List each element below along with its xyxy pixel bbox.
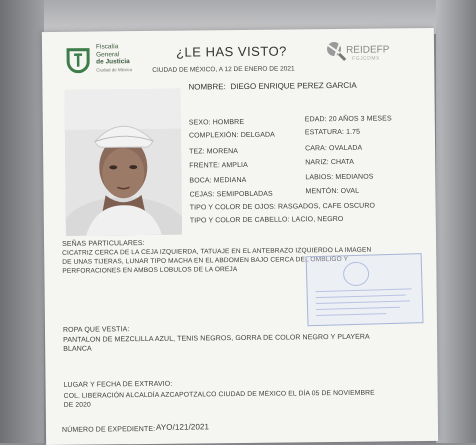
stamp-seal-icon	[343, 262, 370, 287]
marks-line-1: CICATRIZ CERCA DE LA CEJA IZQUIERDA, TATUAJE EN EL ANTEBRAZO IZQUIERDO LA IMAGEN	[62, 246, 372, 257]
official-stamp	[306, 253, 424, 326]
field-chin: MENTÓN: OVAL	[305, 187, 360, 196]
agency-line4: Ciudad de México	[96, 66, 133, 72]
person-photo	[64, 89, 182, 236]
marks-line-2: DE UNAS TIJERAS, LUNAR TIPO MACHA EN EL ABDOMEN BAJO CERCA DEL OMBLIGO Y	[62, 255, 349, 266]
missing-person-flyer	[42, 28, 438, 445]
field-build: COMPLEXIÓN: DELGADA	[188, 131, 275, 140]
field-eyes: TIPO Y COLOR DE OJOS: RASGADOS, CAFE OSCURO	[189, 202, 376, 212]
marks-label: SEÑAS PARTICULARES:	[62, 239, 145, 248]
field-height: ESTATURA: 1.75	[304, 128, 361, 137]
field-eyebrows: CEJAS: SEMIPOBLADAS	[189, 190, 273, 199]
field-hair: TIPO Y COLOR DE CABELLO: LACIO, NEGRO	[189, 215, 344, 225]
background-right	[436, 0, 476, 443]
field-mouth: BOCA: MEDIANA	[189, 176, 247, 185]
field-lips: LABIOS: MEDIANOS	[305, 173, 374, 182]
case-number: AYO/121/2021	[155, 422, 210, 432]
field-age: EDAD: 20 AÑOS 3 MESES	[304, 115, 392, 124]
dateline: CIUDAD DE MÉXICO, A 12 DE ENERO DE 2021	[152, 65, 295, 74]
person-name: DIEGO ENRIQUE PEREZ GARCIA	[230, 80, 357, 92]
place-line-2: DE 2020	[63, 401, 91, 409]
field-skin: TEZ: MORENA	[189, 148, 239, 156]
field-forehead: FRENTE: AMPLIA	[189, 161, 248, 170]
clothing-line-2: BLANCA	[63, 345, 92, 353]
agency-line2: General	[96, 50, 120, 58]
marks-line-3: PERFORACIONES EN AMBOS LOBULOS DE LA OREJA	[62, 266, 238, 275]
agency-line1: Fiscalía	[95, 43, 119, 51]
field-sex: SEXO: HOMBRE	[188, 118, 245, 127]
partner-sub: FGJCDMX	[352, 55, 380, 62]
agency-name	[96, 43, 132, 73]
agency-line3: de Justicia	[96, 58, 130, 66]
name-label: NOMBRE:	[188, 82, 226, 92]
portrait-image	[64, 89, 182, 236]
field-face: CARA: OVALADA	[305, 144, 363, 153]
clothing-line-1: PANTALON DE MEZCLILLA AZUL, TENIS NEGROS, GORRA DE COLOR NEGRO Y PLAYERA	[63, 333, 370, 344]
field-nose: NARIZ: CHATA	[305, 158, 355, 167]
flyer-title: ¿LE HAS VISTO?	[175, 43, 287, 60]
background-left	[0, 0, 44, 443]
place-line-1: COL. LIBERACIÓN ALCALDÍA AZCAPOTZALCO CIUDAD DE MÉXICO EL DÍA 05 DE NOVIEMBRE	[63, 389, 375, 400]
clothing-label: ROPA QUE VESTIA:	[62, 326, 130, 334]
case-label: NÚMERO DE EXPEDIENTE:	[61, 425, 156, 434]
reidefp-logo-icon	[324, 39, 348, 63]
fgj-logo-icon	[64, 46, 92, 76]
place-label: LUGAR Y FECHA DE EXTRAVIO:	[63, 380, 173, 389]
partner-name: REIDEFP	[345, 44, 390, 56]
